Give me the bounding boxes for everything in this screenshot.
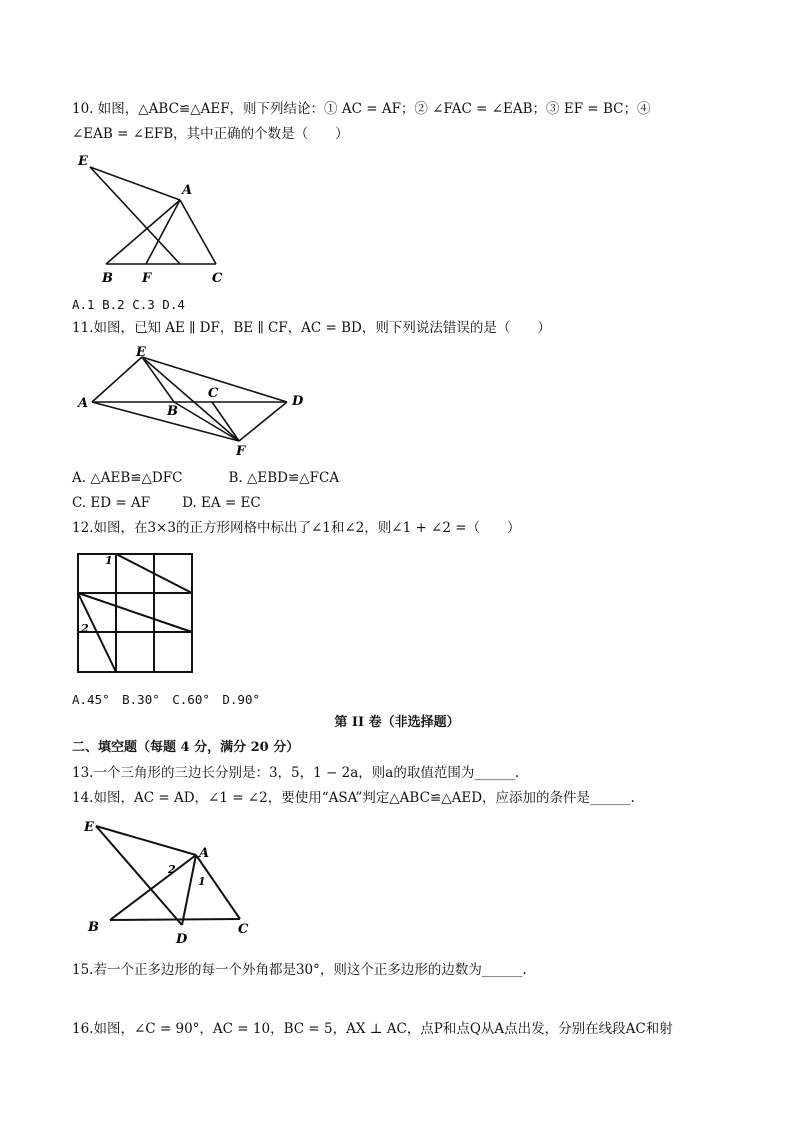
q11-option-a: A. △AEB≌△DFC — [72, 470, 183, 486]
q14-angle1-label: 1 — [198, 875, 206, 888]
q11-option-b: B. △EBD≌△FCA — [228, 470, 340, 486]
q10-label-b: B — [102, 271, 113, 286]
q12-angle1-label: 1 — [105, 554, 113, 567]
q10-label-a: A — [182, 183, 193, 198]
q13-text: 13.一个三角形的三边长分别是：3，5，1 − 2a，则a的取值范围为______. — [72, 765, 520, 781]
q11-label-c: C — [208, 386, 219, 401]
q11-stem: 11.如图，已知 AE ∥ DF，BE ∥ CF，AC = BD，则下列说法错误的是（ ） — [72, 320, 551, 336]
q16-text: 16.如图，∠C = 90°，AC = 10，BC = 5，AX ⊥ AC，点P和点Q从A点出发，分别在线段AC和射 — [72, 1021, 673, 1037]
q11-label-d: D — [292, 394, 304, 409]
q10-figure — [72, 150, 252, 290]
q14-label-e: E — [84, 820, 94, 835]
q14-label-c: C — [238, 922, 249, 937]
q12-angle2-label: 2 — [81, 622, 89, 635]
q14-figure — [72, 815, 267, 950]
section-heading: 二、填空题（每题 4 分，满分 20 分） — [72, 740, 300, 755]
q10-options: A.1 B.2 C.3 D.4 — [72, 297, 185, 312]
q11-label-b: B — [167, 404, 178, 419]
q10-stem-line2: ∠EAB = ∠EFB，其中正确的个数是（ ） — [72, 126, 349, 142]
q11-label-f: F — [236, 444, 246, 459]
q10-label-e: E — [78, 154, 88, 169]
q10-stem-line1: 10. 如图，△ABC≌△AEF，则下列结论：① AC = AF；② ∠FAC = ∠EAB；③ EF = BC；④ — [72, 101, 651, 117]
q14-text: 14.如图，AC = AD，∠1 = ∠2，要使用“ASA”判定△ABC≌△AED，应添加的条件是______. — [72, 790, 635, 806]
q14-label-b: B — [88, 920, 99, 935]
q14-angle2-label: 2 — [168, 863, 176, 876]
q10-label-c: C — [212, 271, 223, 286]
q11-options-row2 — [72, 493, 732, 513]
q10-label-f: F — [142, 271, 152, 286]
q11-label-e: E — [136, 345, 146, 360]
section-title: 第 II 卷（非选择题） — [334, 715, 460, 730]
q14-label-a: A — [199, 846, 210, 861]
q11-option-d: D. EA = EC — [182, 495, 261, 511]
q11-figure — [72, 345, 322, 460]
q11-options-row1 — [72, 468, 732, 488]
q12-options: A.45° B.30° C.60° D.90° — [72, 692, 261, 707]
q12-stem: 12.如图，在3×3的正方形网格中标出了∠1和∠2，则∠1 + ∠2 =（ ） — [72, 520, 521, 536]
q11-label-a: A — [78, 396, 89, 411]
q12-figure — [72, 548, 202, 678]
q11-option-c: C. ED = AF — [72, 495, 151, 511]
q15-text: 15.若一个正多边形的每一个外角都是30°，则这个正多边形的边数为______. — [72, 962, 527, 978]
q14-label-d: D — [176, 932, 188, 947]
